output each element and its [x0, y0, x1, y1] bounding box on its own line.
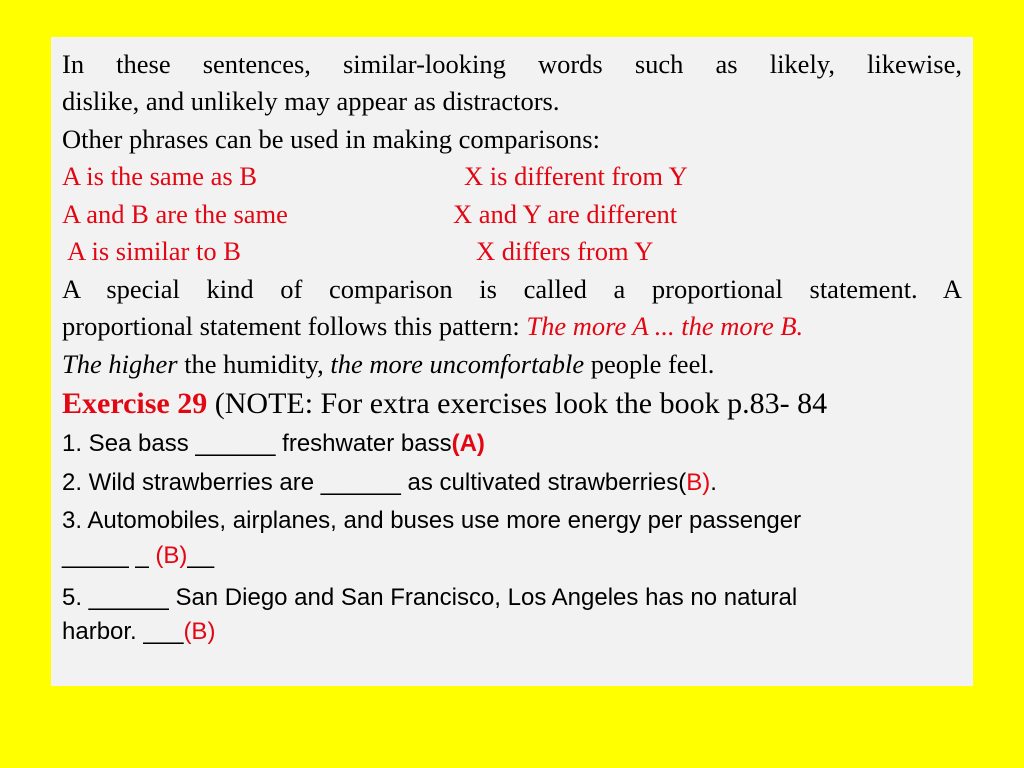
exercise-item-3-blank	[62, 541, 962, 571]
example-phrase-3: the more uncomfortable	[330, 348, 585, 379]
comparison-are-different: X and Y are different	[453, 198, 678, 229]
exercise-item-1	[62, 425, 962, 464]
exercise-label: Exercise 29	[62, 387, 208, 420]
comparison-similar: A is similar to B	[62, 236, 241, 266]
comparison-differs: X differs from Y	[476, 236, 654, 266]
comparison-row-2	[62, 196, 962, 234]
exercise-item-3-text: 3. Automobiles, airplanes, and buses use more energy per passenger	[62, 507, 802, 534]
exercise-item-5-harbor-text: harbor. ___	[62, 618, 184, 645]
exercise-item-2-text: 2. Wild strawberries are ______ as cultivated strawberries(	[62, 468, 687, 496]
exercise-item-5-harbor	[62, 617, 962, 647]
exercise-item-2	[62, 464, 962, 503]
exercise-item-1-text: 1. Sea bass ______ freshwater bass	[62, 430, 452, 457]
exercise-item-1-answer: (A)	[451, 430, 485, 457]
exercise-item-5-text: 5. ______ San Diego and San Francisco, Los Angeles has no natural	[62, 583, 798, 611]
paragraph-distractors-line-2: dislike, and unlikely may appear as distractors.	[62, 86, 560, 116]
exercise-item-3-answer: (B)	[155, 541, 188, 569]
exercise-heading	[62, 383, 962, 425]
paragraph-proportional-line-2	[62, 308, 962, 346]
exercise-item-3	[62, 502, 962, 541]
exercise-item-3-blank-text: _____ _	[62, 541, 156, 569]
exercise-item-5-answer: (B)	[183, 618, 216, 645]
comparison-are-same: A and B are the same	[62, 198, 288, 229]
example-phrase-1: The higher	[62, 348, 178, 379]
proportional-example	[62, 346, 962, 384]
comparison-different: X is different from Y	[464, 161, 688, 191]
proportional-pattern-label: proportional statement follows this pattern:	[62, 311, 527, 341]
paragraph-proportional-line-1: A special kind of comparison is called a proportional statement. A	[62, 273, 962, 304]
exercise-note: (NOTE: For extra exercises look the book p.83- 84	[207, 387, 828, 420]
exercise-item-2-answer: B)	[686, 468, 711, 496]
comparison-row-1	[62, 158, 962, 196]
exercise-item-3-suffix: __	[187, 541, 215, 569]
paragraph-distractors-line-1: In these sentences, similar-looking words such as likely, likewise,	[62, 49, 962, 79]
proportional-pattern: The more A ... the more B.	[526, 311, 804, 341]
comparison-same: A is the same as B	[62, 161, 258, 191]
exercise-item-5	[62, 579, 962, 618]
paragraph-comparisons-intro: Other phrases can be used in making comparisons:	[62, 123, 600, 154]
comparison-row-3	[62, 233, 962, 271]
slide-panel	[51, 37, 973, 686]
example-phrase-2: the humidity,	[177, 348, 331, 379]
exercise-item-2-suffix: .	[710, 468, 717, 496]
example-phrase-4: people feel.	[584, 348, 715, 379]
